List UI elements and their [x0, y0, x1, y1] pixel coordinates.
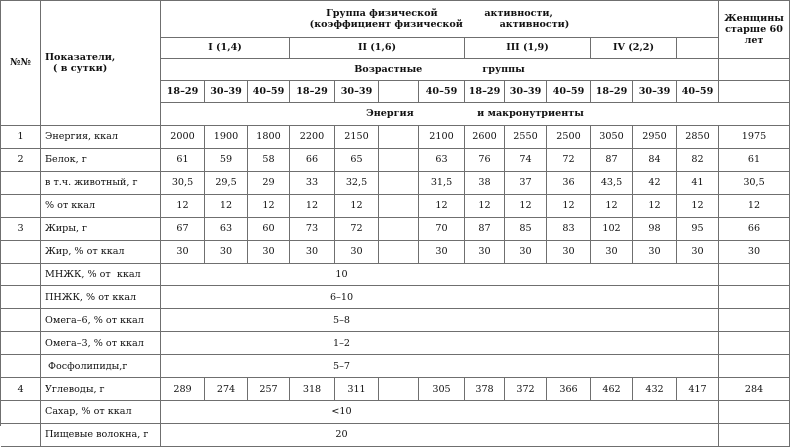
value-cell: 61	[161, 149, 205, 172]
value-cell: 32,5	[335, 172, 379, 195]
row-indicator-label: Омега–6, % от ккал	[41, 309, 161, 332]
value-cell: 12	[633, 195, 677, 218]
row-indicator-label: % от ккал	[41, 195, 161, 218]
value-cell: 30	[205, 241, 248, 264]
value-cell: 42	[633, 172, 677, 195]
header-activity-group: Группа физической активности, (коэффициент физической активности)	[161, 1, 719, 38]
value-cell: 2200	[290, 126, 335, 149]
value-cell: 43,5	[591, 172, 633, 195]
age-group-label: 30–39	[505, 81, 547, 103]
value-cell: 74	[505, 149, 547, 172]
value-cell: 2600	[465, 126, 505, 149]
value-cell: 102	[591, 218, 633, 241]
age-group-label: 40–59	[248, 81, 290, 103]
age-group-label: 18–29	[161, 81, 205, 103]
row-number: 4	[1, 378, 41, 401]
women-value-cell	[719, 286, 790, 309]
value-cell: 1900	[205, 126, 248, 149]
value-cell: 2150	[335, 126, 379, 149]
value-cell: 29	[248, 172, 290, 195]
row-number: 2	[1, 149, 41, 172]
value-cell: 257	[248, 378, 290, 401]
value-cell: 311	[335, 378, 379, 401]
spacer-cell	[379, 218, 419, 241]
value-cell: 87	[591, 149, 633, 172]
header-empty-cell	[677, 38, 719, 59]
value-cell: 30	[677, 241, 719, 264]
row-indicator-label: Углеводы, г	[41, 378, 161, 401]
merged-value-cell: <10	[161, 401, 719, 424]
value-cell: 372	[505, 378, 547, 401]
row-number	[1, 355, 41, 378]
row-indicator-label: Белок, г	[41, 149, 161, 172]
spacer-cell	[379, 126, 419, 149]
value-cell: 59	[205, 149, 248, 172]
value-cell: 12	[677, 195, 719, 218]
women-value-cell: 66	[719, 218, 790, 241]
value-cell: 33	[290, 172, 335, 195]
value-cell: 417	[677, 378, 719, 401]
age-group-label: 40–59	[419, 81, 465, 103]
merged-value-cell: 5–8	[161, 309, 719, 332]
value-cell: 30	[547, 241, 591, 264]
value-cell: 12	[465, 195, 505, 218]
value-cell: 38	[465, 172, 505, 195]
value-cell: 2850	[677, 126, 719, 149]
women-value-cell	[719, 332, 790, 355]
value-cell: 12	[205, 195, 248, 218]
spacer-cell	[379, 378, 419, 401]
value-cell: 366	[547, 378, 591, 401]
row-indicator-label: Фосфолипиды,г	[41, 355, 161, 378]
age-group-label: 18–29	[465, 81, 505, 103]
value-cell: 83	[547, 218, 591, 241]
value-cell: 289	[161, 378, 205, 401]
value-cell: 2000	[161, 126, 205, 149]
spacer-cell	[379, 149, 419, 172]
spacer-cell	[379, 172, 419, 195]
value-cell: 30	[633, 241, 677, 264]
value-cell: 30	[335, 241, 379, 264]
value-cell: 2550	[505, 126, 547, 149]
value-cell: 30	[248, 241, 290, 264]
value-cell: 30	[465, 241, 505, 264]
value-cell: 2500	[547, 126, 591, 149]
women-value-cell	[719, 401, 790, 424]
value-cell: 1800	[248, 126, 290, 149]
activity-group-2: II (1,6)	[290, 38, 465, 59]
row-indicator-label: ПНЖК, % от ккал	[41, 286, 161, 309]
spacer-cell	[379, 195, 419, 218]
age-group-label: 40–59	[677, 81, 719, 103]
value-cell: 432	[633, 378, 677, 401]
value-cell: 30	[419, 241, 465, 264]
row-number	[1, 241, 41, 264]
value-cell: 12	[591, 195, 633, 218]
value-cell: 67	[161, 218, 205, 241]
value-cell: 37	[505, 172, 547, 195]
activity-group-3: III (1,9)	[465, 38, 591, 59]
women-value-cell	[719, 264, 790, 287]
value-cell: 2950	[633, 126, 677, 149]
value-cell: 70	[419, 218, 465, 241]
women-value-cell: 61	[719, 149, 790, 172]
value-cell: 12	[547, 195, 591, 218]
value-cell: 30	[505, 241, 547, 264]
row-indicator-label: Пищевые волокна, г	[41, 424, 161, 447]
age-group-label: 18–29	[290, 81, 335, 103]
spacer-cell	[379, 81, 419, 103]
header-number: №№	[1, 1, 41, 126]
value-cell: 82	[677, 149, 719, 172]
value-cell: 31,5	[419, 172, 465, 195]
value-cell: 87	[465, 218, 505, 241]
header-women-over-60: Женщины старше 60 лет	[719, 1, 790, 59]
value-cell: 12	[290, 195, 335, 218]
row-indicator-label: Жиры, г	[41, 218, 161, 241]
women-value-cell	[719, 309, 790, 332]
value-cell: 41	[677, 172, 719, 195]
value-cell: 305	[419, 378, 465, 401]
value-cell: 76	[465, 149, 505, 172]
merged-value-cell: 10	[161, 264, 719, 287]
row-indicator-label: Сахар, % от ккал	[41, 401, 161, 424]
row-number	[1, 286, 41, 309]
row-indicator-label: Энергия, ккал	[41, 126, 161, 149]
women-value-cell: 12	[719, 195, 790, 218]
row-number	[1, 195, 41, 218]
row-indicator-label: МНЖК, % от ккал	[41, 264, 161, 287]
value-cell: 36	[547, 172, 591, 195]
age-group-label: 30–39	[335, 81, 379, 103]
value-cell: 12	[248, 195, 290, 218]
row-number	[1, 424, 41, 447]
row-number	[1, 309, 41, 332]
header-energy-macronutrients: Энергия и макронутриенты	[161, 103, 790, 126]
women-value-cell: 30,5	[719, 172, 790, 195]
spacer-cell	[379, 241, 419, 264]
value-cell: 63	[419, 149, 465, 172]
value-cell: 462	[591, 378, 633, 401]
header-empty-cell	[719, 59, 790, 81]
header-age-groups: Возрастные группы	[161, 59, 719, 81]
value-cell: 12	[335, 195, 379, 218]
value-cell: 73	[290, 218, 335, 241]
value-cell: 29,5	[205, 172, 248, 195]
merged-value-cell: 5–7	[161, 355, 719, 378]
age-group-label: 30–39	[633, 81, 677, 103]
value-cell: 12	[419, 195, 465, 218]
value-cell: 3050	[591, 126, 633, 149]
row-number	[1, 172, 41, 195]
row-indicator-label: в т.ч. животный, г	[41, 172, 161, 195]
value-cell: 95	[677, 218, 719, 241]
row-number: 1	[1, 126, 41, 149]
age-group-label: 18–29	[591, 81, 633, 103]
value-cell: 30,5	[161, 172, 205, 195]
value-cell: 30	[290, 241, 335, 264]
merged-value-cell: 20	[161, 424, 719, 447]
value-cell: 274	[205, 378, 248, 401]
value-cell: 60	[248, 218, 290, 241]
women-value-cell: 30	[719, 241, 790, 264]
value-cell: 72	[335, 218, 379, 241]
activity-group-4: IV (2,2)	[591, 38, 677, 59]
age-group-label: 40–59	[547, 81, 591, 103]
value-cell: 378	[465, 378, 505, 401]
value-cell: 63	[205, 218, 248, 241]
value-cell: 84	[633, 149, 677, 172]
row-number	[1, 332, 41, 355]
value-cell: 98	[633, 218, 677, 241]
merged-value-cell: 6–10	[161, 286, 719, 309]
row-indicator-label: Жир, % от ккал	[41, 241, 161, 264]
merged-value-cell: 1–2	[161, 332, 719, 355]
value-cell: 66	[290, 149, 335, 172]
header-empty-cell	[719, 81, 790, 103]
row-number: 3	[1, 218, 41, 241]
value-cell: 318	[290, 378, 335, 401]
value-cell: 30	[161, 241, 205, 264]
women-value-cell	[719, 424, 790, 447]
header-indicator: Показатели, ( в сутки)	[41, 1, 161, 126]
value-cell: 30	[591, 241, 633, 264]
row-indicator-label: Омега–3, % от ккал	[41, 332, 161, 355]
activity-group-1: I (1,4)	[161, 38, 290, 59]
value-cell: 65	[335, 149, 379, 172]
value-cell: 58	[248, 149, 290, 172]
age-group-label: 30–39	[205, 81, 248, 103]
value-cell: 85	[505, 218, 547, 241]
women-value-cell: 284	[719, 378, 790, 401]
row-number	[1, 264, 41, 287]
value-cell: 2100	[419, 126, 465, 149]
value-cell: 72	[547, 149, 591, 172]
women-value-cell: 1975	[719, 126, 790, 149]
women-value-cell	[719, 355, 790, 378]
value-cell: 12	[161, 195, 205, 218]
value-cell: 12	[505, 195, 547, 218]
row-number	[1, 401, 41, 424]
